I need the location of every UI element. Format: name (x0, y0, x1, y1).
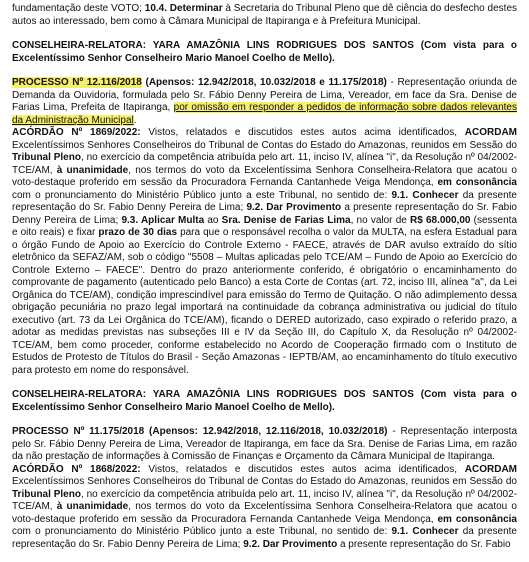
acordao-text: , nos termos do voto da Excelentíssima Senhora Conselheira-Relatora que acatou o voto-destaque proferido em sessão da Procuradora Fernanda Cantanhede Veiga Mendonça, (12, 164, 517, 188)
intro-text-end: à Secretaria do Tribunal Pleno que dê ciência do desfecho destes autos ao interessado, bem como à Câmara Municipal de Itapiranga e à Prefeitura Municipal. (12, 3, 518, 27)
section1-acordao-paragraph (12, 127, 517, 377)
section1-processo-text: - Representação oriunda de Demanda da Ouvidoria, formulada pelo Sr. Fábio Denny Pereira de Lima, Vereador, em face da Sra. Denise de Farias Lima, Prefeita de Itapiranga, (12, 77, 518, 113)
intro-text: fundamentação deste VOTO; (12, 3, 145, 14)
acordao-bold: 9.2. Dar Provimento (246, 202, 342, 213)
section2-processo-paragraph (12, 426, 517, 464)
acordao-text: da presente representação do Sr. Fabio Denny Pereira de Lima; (12, 526, 517, 550)
acordao-text: Excelentíssimos Senhores Conselheiros do Tribunal de Contas do Estado do Amazonas, reunidos em Sessão do (12, 139, 517, 151)
section2-processo-number: PROCESSO Nº 11.175/2018 (12, 426, 145, 437)
acordao-text: com o pronunciamento do Ministério Público junto a este Tribunal, no sentido de: (12, 526, 392, 537)
acordao-bold: prazo de 30 dias (98, 227, 178, 238)
acordao-bold: à unanimidade (56, 501, 129, 512)
section2-apensos: (Apensos: 12.942/2018, 12.116/2018, 10.032/2018) (144, 426, 388, 437)
acordao-text: Vistos, relatados e discutidos estes autos acima identificados, (140, 463, 465, 475)
acordao-bold: ACORDAM (464, 463, 517, 475)
acordao-text: ao (204, 214, 222, 226)
acordao-text: a presente representação do Sr. Fabio (337, 538, 511, 550)
section1-processo-number: PROCESSO Nº 12.116/2018 (12, 77, 142, 88)
acordao-text: , no exercício da competência atribuída pelo art. 11, inciso IV, alínea "i", da Resolução nº 04/2002-TCE/AM, (12, 488, 517, 512)
section1-highlighted-omission: por omissão em responder a pedidos de informação sobre dados relevantes da Administração Municipal (12, 102, 517, 126)
acordao-text: com o pronunciamento do Ministério Público junto a este Tribunal, no sentido de: (12, 189, 392, 201)
section1-heading: CONSELHEIRA-RELATORA: YARA AMAZÔNIA LINS RODRIGUES DOS SANTOS (Com vista para o Excelentíssimo Senhor Conselheiro Mario Manoel Coelho de Mello). (12, 40, 517, 64)
acordao-bold: 9.1. Conhecer (391, 526, 459, 537)
acordao-bold: Tribunal Pleno (12, 488, 81, 500)
section2-heading: CONSELHEIRA-RELATORA: YARA AMAZÔNIA LINS RODRIGUES DOS SANTOS (Com vista para o Excelentíssimo Senhor Conselheiro Mario Manoel Coelho de Mello). (12, 389, 517, 413)
intro-determinar: 10.4. Determinar (144, 3, 223, 14)
acordao-text: da presente representação do Sr. Fabio Denny Pereira de Lima; (12, 189, 517, 213)
section1-apensos: (Apensos: 12.942/2018, 10.032/2018 e 11.175/2018) (141, 77, 387, 88)
acordao-text: , no valor de (350, 214, 410, 226)
acordao-text: para que o responsável recolha o valor da MULTA, na esfera Estadual para o órgão Fundo de Apoio ao Exercício do Controle Externo - FAECE, através de DAR avulso extraído do sítio eletrônico da SEFAZ/AM, sob o código "5508 – Multas aplicadas pelo TCE/AM – Fundo de Apoio ao Exercício do Controle Externo – FAECE". Dentro do prazo anteriormente conferido, é obrigatório o encaminhamento do comprovante de pagamento (autenticado pelo Banco) a esta Corte de Contas (art. 72, inciso III, alínea "a", da Lei Orgânica do TCE/AM), condição imprescindível para emissão do Termo de Quitação. O não adimplemento dessa obrigação pecuniária no prazo legal importará na continuidade da cobrança administrativa ou judicial do título executivo (art. 73 da Lei Orgânica do TCE/AM), ficando o DERED autorizado, caso expirado o referido prazo, a adotar as medidas previstas nas subseções III e IV da Seção III, do Capítulo X, da Resolução nº 04/2002-TCE/AM, bem como proceder, conforme estabelecido no Acordo de Cooperação firmado com o Instituto de Estudos de Protesto de Títulos do Brasil - Seção Amazonas - IEPTB/AM, ao encaminhamento do título executivo para protesto em nome do responsável. (12, 227, 517, 376)
acordao-bold: Tribunal Pleno (12, 152, 81, 163)
acordao-bold: R$ 68.000,00 (410, 214, 471, 226)
acordao-text: , no exercício da competência atribuída pelo art. 11, inciso IV, alínea "i", da Resolução nº 04/2002-TCE/AM, (12, 152, 517, 176)
acordao-text: Excelentíssimos Senhores Conselheiros do Tribunal de Contas do Estado do Amazonas, reunidos em Sessão do (12, 476, 517, 487)
section2-acordao-paragraph (12, 464, 517, 552)
acordao-bold: à unanimidade (56, 164, 129, 176)
section2-processo-text: - Representação interposta pelo Sr. Fábio Denny Pereira de Lima, Vereador de Itapiranga, em face da Sra. Denise de Farias Lima, em razão da não prestação de informações à Comissão de Finanças e Orçamento da Câmara Municipal de Itapiranga. (12, 426, 518, 462)
section1-acordao-label: ACÓRDÃO Nº 1869/2022: (12, 127, 141, 138)
section1-processo-paragraph (12, 77, 517, 127)
acordao-text: , nos termos do voto da Excelentíssima Senhora Conselheira-Relatora que acatou o voto-destaque proferido em sessão da Procuradora Fernanda Cantanhede Veiga Mendonça, (12, 501, 517, 525)
acordao-bold: Sra. Denise de Farias Lima (221, 214, 351, 226)
acordao-text: a presente representação do Sr. Fabio Denny Pereira de Lima; (12, 202, 517, 226)
acordao-bold: em consonância (437, 177, 517, 188)
acordao-bold: em consonância (437, 513, 517, 525)
intro-paragraph (12, 3, 517, 28)
acordao-bold: 9.2. Dar Provimento (243, 538, 338, 550)
acordao-text: (sessenta e oito reais) e fixar (12, 214, 518, 238)
section2-acordao-label: ACÓRDÃO Nº 1868/2022: (12, 463, 141, 475)
acordao-bold: 9.1. Conhecer (391, 189, 459, 201)
acordao-bold: ACORDAM (464, 127, 517, 138)
acordao-text: Vistos, relatados e discutidos estes autos acima identificados, (140, 127, 465, 138)
acordao-bold: 9.3. Aplicar Multa (121, 214, 205, 226)
section1-processo-period: . (133, 114, 137, 126)
